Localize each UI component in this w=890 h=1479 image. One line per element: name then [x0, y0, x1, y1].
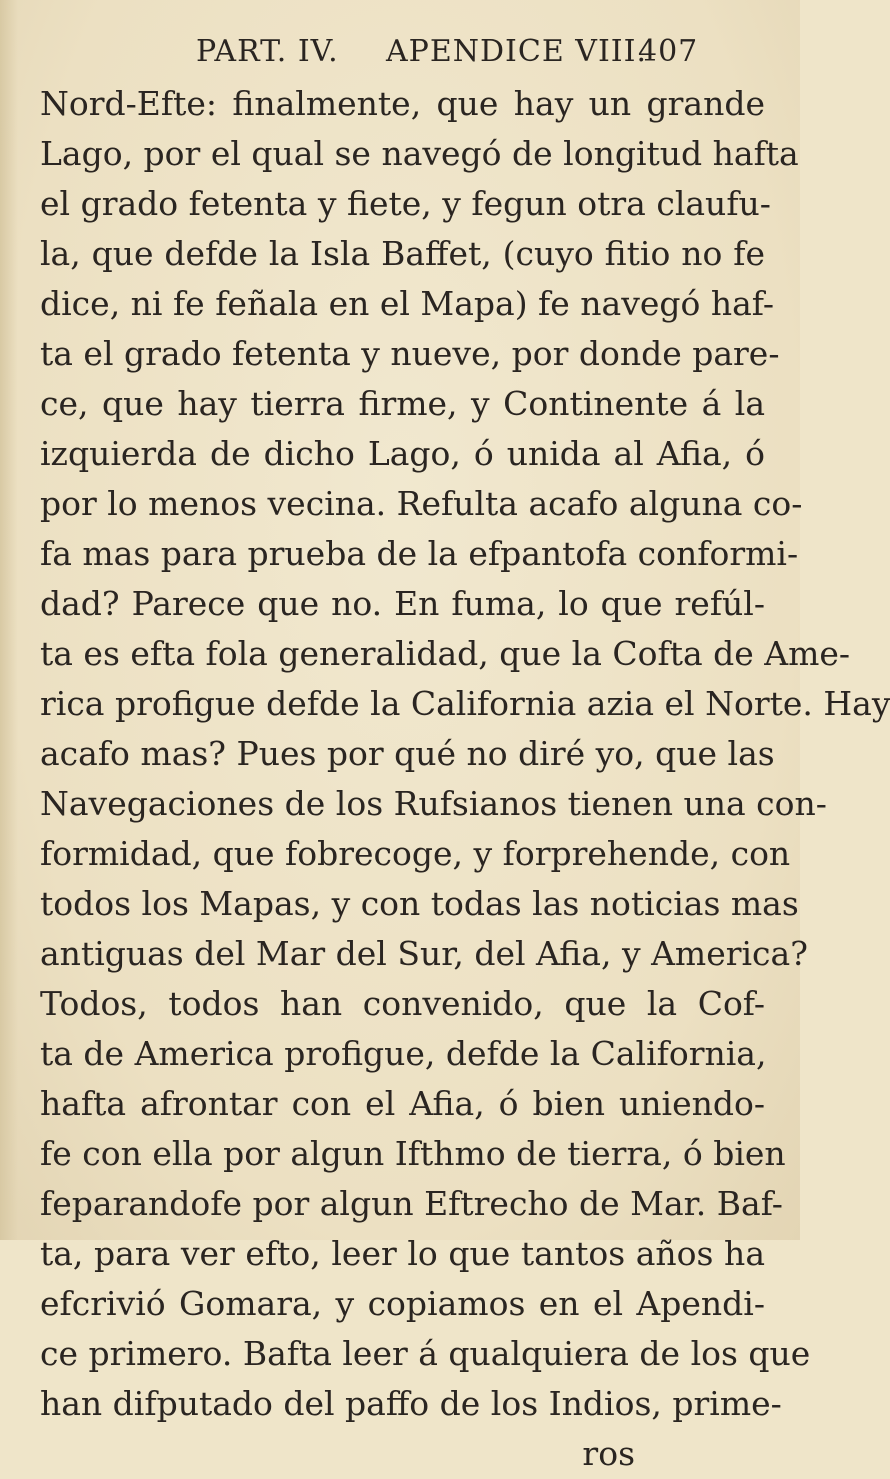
page-number: 407 [638, 34, 699, 69]
text-line: ta, para ver efto, leer lo que tantos años ha [40, 1234, 765, 1273]
text-line: ce, que hay tierra firme, y Continente á la [40, 384, 765, 423]
text-line: acafo mas? Pues por qué no diré yo, que las [40, 734, 775, 773]
text-line: han difputado del paffo de los Indios, prime- [40, 1384, 782, 1423]
text-line: Navegaciones de los Rufsianos tienen una con- [40, 784, 827, 823]
header-part: PART. IV. [196, 34, 339, 69]
text-line: dice, ni fe feñala en el Mapa) fe navegó haf- [40, 284, 774, 323]
body-text [40, 79, 890, 1479]
header-appendix: APENDICE VIII. [386, 34, 648, 69]
text-line: izquierda de dicho Lago, ó unida al Afia, ó [40, 434, 765, 473]
text-line: formidad, que fobrecoge, y forprehende, con [40, 834, 791, 873]
text-line: ce primero. Bafta leer á qualquiera de los que [40, 1334, 811, 1373]
text-line: por lo menos vecina. Refulta acafo alguna co- [40, 484, 803, 523]
text-line: dad? Parece que no. En fuma, lo que refúl- [40, 584, 765, 623]
page-gutter-shadow [0, 0, 18, 1240]
text-line: efcrivió Gomara, y copiamos en el Apendi- [40, 1284, 765, 1323]
text-line: Lago, por el qual se navegó de longitud hafta [40, 134, 799, 173]
text-line: Nord-Efte: finalmente, que hay un grande [40, 84, 765, 123]
text-line: ta el grado fetenta y nueve, por donde pare- [40, 334, 780, 373]
text-line: todos los Mapas, y con todas las noticias mas [40, 884, 799, 923]
text-line: Todos, todos han convenido, que la Cof- [40, 984, 765, 1023]
text-line: la, que defde la Isla Baffet, (cuyo fitio no fe [40, 234, 765, 273]
text-line: antiguas del Mar del Sur, del Afia, y America? [40, 934, 808, 973]
text-line: ta de America profigue, defde la California, [40, 1034, 767, 1073]
running-header [0, 34, 800, 74]
text-line: ta es efta fola generalidad, que la Cofta de Ame- [40, 634, 851, 673]
text-line: fe con ella por algun Ifthmo de tierra, ó bien [40, 1134, 786, 1173]
text-line: feparandofe por algun Eftrecho de Mar. Baf- [40, 1184, 783, 1223]
text-line: el grado fetenta y fiete, y fegun otra claufu- [40, 184, 771, 223]
text-line: fa mas para prueba de la efpantofa conformi- [40, 534, 799, 573]
text-line: rica profigue defde la California azia el Norte. Hay [40, 684, 890, 723]
text-line: hafta afrontar con el Afia, ó bien uniendo- [40, 1084, 765, 1123]
catchword: ros [582, 1434, 635, 1473]
